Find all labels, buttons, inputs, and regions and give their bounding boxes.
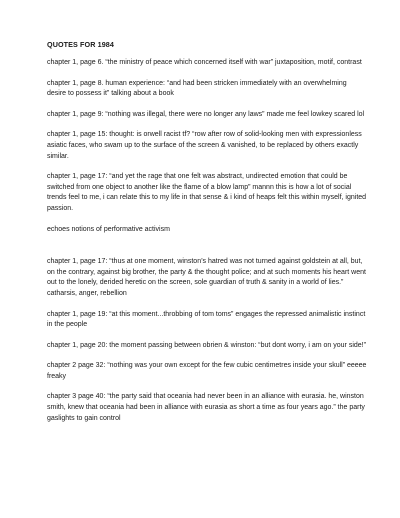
quote-entry: chapter 2 page 32: “nothing was your own except for the few cubic centimetres inside your skull” eeeee freaky — [47, 362, 367, 380]
quote-entry: chapter 1, page 19: “at this moment...throbbing of tom toms” engages the repressed animalistic instinct in the people — [47, 310, 366, 329]
document-title: QUOTES FOR 1984 — [47, 40, 115, 49]
quote-entry: chapter 1, page 6. “the ministry of peace which concerned itself with war” juxtaposition, motif, contrast — [47, 59, 362, 66]
quote-entry: chapter 1, page 8. human experience: “and had been stricken immediately with an overwhelming desire to possess it” talking about a book — [47, 79, 347, 98]
quote-entry: chapter 3 page 40: “the party said that oceania had never been in an alliance with eurasia. he, winston smith, knew that oceania had been in alliance with eurasia as short a time as four years ago.” the party gaslights to gain control — [47, 393, 365, 422]
quote-entry: chapter 1, page 9: “nothing was illegal, there were no longer any laws” made me feel lowkey scared lol — [47, 110, 365, 118]
quote-entry: chapter 1, page 17: “thus at one moment, winston’s hatred was not turned against goldstein at all, but, on the contrary, against big brother, the party & the thought police; and at such moments his heart went out to the lonely, derided heretic on the screen, sole guardian of truth & sanity in a world of lies.” catharsis, anger, rebellion — [47, 258, 366, 297]
quote-entry: chapter 1, page 20: the moment passing between obrien & winston: “but dont worry, i am on your side!” — [47, 341, 366, 349]
quote-note: echoes notions of performative activism — [47, 225, 170, 233]
quote-entry: chapter 1, page 17: “and yet the rage that one felt was abstract, undirected emotion that could be switched from one object to another like the flame of a blow lamp” mannn this is how a lot of social trends feel to me, i can relate this to my life in that sense & i kind of heaps felt this within myself, ignited passion. — [47, 173, 367, 212]
document-page — [47, 40, 367, 434]
quote-entry: chapter 1, page 15: thought: is orwell racist tf? “row after row of solid-looking men with expressionless asiatic faces, who swam up to the surface of the screen & vanished, to be replaced by others exactly similar. — [47, 131, 362, 160]
